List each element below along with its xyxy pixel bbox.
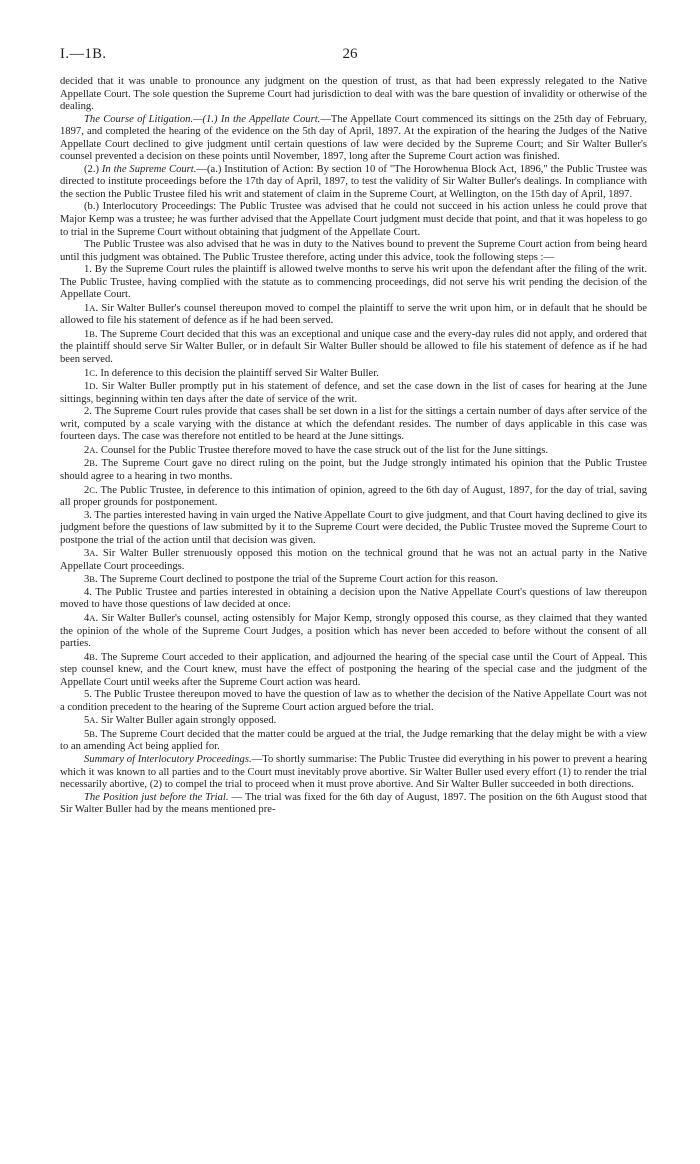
paragraph: 5B. The Supreme Court decided that the matter could be argued at the trial, the Judge remarking that the delay might be with a view to an amending Act being applied for. bbox=[60, 728, 647, 753]
paragraph: 4B. The Supreme Court acceded to their application, and adjourned the hearing of the special case until the Court of Appeal. This step counsel knew, and the Court knew, must have the effect of postponing the hearing of the special case and the judgment of the Appellate Court until weeks after the Supreme Court action was heard. bbox=[60, 651, 647, 688]
paragraph: 1. By the Supreme Court rules the plaintiff is allowed twelve months to serve his writ upon the defendant after the filing of the writ. The Public Trustee, having complied with the statute as to commencing proceedings, did not serve his writ pending the decision of the Appellate Court. bbox=[60, 264, 647, 301]
paragraph: Summary of Interlocutory Proceedings.—To shortly summarise: The Public Trustee did everything in his power to prevent a hearing which it was known to all parties and to the Court must inevitably prove abortive. Sir Walter Buller used every effort (1) to render the trial necessarily abortive, (2) to compel the trial to proceed when it must prove abortive. And Sir Walter Buller succeeded in both directions. bbox=[60, 753, 647, 791]
paragraph: The Position just before the Trial. — The trial was fixed for the 6th day of August, 1897. The position on the 6th August stood that Sir Walter Buller had by the means mentioned pre- bbox=[60, 791, 647, 816]
paragraph: (b.) Interlocutory Proceedings: The Public Trustee was advised that he could not succeed in his action unless he could prove that Major Kemp was a trustee; he was further advised that the Appellate Court judgment must decide that point, and that it was hopeless to go to trial in the Supreme Court without obtaining that judgment of the Appellate Court. bbox=[60, 201, 647, 238]
section-heading: The Position just before the Trial. bbox=[84, 791, 229, 803]
paragraph: 1A. Sir Walter Buller's counsel thereupon moved to compel the plaintiff to serve the writ upon him, or in default that he should be allowed to file his statement of defence as if he had been served. bbox=[60, 302, 647, 327]
paragraph: (2.) In the Supreme Court.—(a.) Institution of Action: By section 10 of "The Horowhenua Block Act, 1896," the Public Trustee was directed to institute proceedings before the 17th day of April, 1897, to test the validity of Sir Walter Buller's dealings. In compliance with the section the Public Trustee filed his writ and statement of claim in the Supreme Court, at Wellington, on the 15th day of April, 1897. bbox=[60, 163, 647, 200]
paragraph: 2. The Supreme Court rules provide that cases shall be set down in a list for the sittings a certain number of days after service of the writ, computed by a scale varying with the distance at which the defendant resides. The number of days applicable in this case was fourteen days. The case was therefore not entitled to be heard at the June sittings. bbox=[60, 406, 647, 443]
paragraph: 4. The Public Trustee and parties interested in obtaining a decision upon the Native Appellate Court's questions of law thereupon moved to have those questions of law decided at once. bbox=[60, 586, 647, 611]
paragraph: 2B. The Supreme Court gave no direct ruling on the point, but the Judge strongly intimated his opinion that the Public Trustee should agree to a hearing in two months. bbox=[60, 458, 647, 482]
paragraph: 3B. The Supreme Court declined to postpone the trial of the Supreme Court action for this reason. bbox=[84, 574, 498, 586]
paragraph: The Course of Litigation.—(1.) In the Appellate Court.—The Appellate Court commenced its sittings on the 25th day of February, 1897, and completed the hearing of the evidence on the 5th day of April, 1897. At the expiration of the hearing the Judges of the Native Appellate Court declined to give judgment until certain questions of law were decided by the Supreme Court; and Sir Walter Buller's counsel prevented a decision on these points until November, 1897, long after the Supreme Court action was finished. bbox=[60, 113, 647, 163]
body-text bbox=[60, 76, 647, 817]
paragraph: The Public Trustee was also advised that he was in duty to the Natives bound to prevent the Supreme Court action from being heard until this judgment was obtained. The Public Trustee therefore, acting under this advice, took the following steps :— bbox=[60, 239, 647, 263]
page-number: 26 bbox=[342, 46, 358, 62]
paragraph: 3A. Sir Walter Buller strenuously opposed this motion on the technical ground that he was not an actual party in the Native Appellate Court proceedings. bbox=[60, 548, 647, 572]
paragraph: 2C. The Public Trustee, in deference to this intimation of opinion, agreed to the 6th day of August, 1897, for the day of trial, saving all proper grounds for postponement. bbox=[60, 484, 647, 509]
paragraph: 1D. Sir Walter Buller promptly put in his statement of defence, and set the case down in the list of cases for hearing at the June sittings, beginning within ten days after the date of service of the writ. bbox=[60, 381, 647, 405]
document-reference: I.—1B. bbox=[60, 46, 107, 62]
section-heading: The Course of Litigation.—(1.) In the Appellate Court. bbox=[84, 113, 321, 125]
paragraph: 4A. Sir Walter Buller's counsel, acting ostensibly for Major Kemp, strongly opposed this course, as they claimed that they wanted the opinion of the whole of the Supreme Court Judges, a position which has never been acceded to before without the consent of all parties. bbox=[60, 612, 647, 650]
paragraph: 1B. The Supreme Court decided that this was an exceptional and unique case and the every-day rules did not apply, and ordered that the plaintiff should serve Sir Walter Buller, or in default Sir Walter Buller should be allowed to file his statement of defence as if he had been served. bbox=[60, 328, 647, 366]
section-heading: Summary of Interlocutory Proceedings. bbox=[84, 753, 252, 765]
paragraph: 1C. In deference to this decision the plaintiff served Sir Walter Buller. bbox=[84, 367, 379, 379]
paragraph: 2A. Counsel for the Public Trustee therefore moved to have the case struck out of the list for the June sittings. bbox=[84, 444, 549, 456]
paragraph: 5A. Sir Walter Buller again strongly opposed. bbox=[84, 715, 277, 727]
paragraph: decided that it was unable to pronounce any judgment on the question of trust, as that had been expressly relegated to the Native Appellate Court. The sole question the Supreme Court had jurisdiction to deal with was the bare question of invalidity or otherwise of the dealing. bbox=[60, 76, 647, 113]
paragraph: 5. The Public Trustee thereupon moved to have the question of law as to whether the decision of the Native Appellate Court was not a condition precedent to the hearing of the Supreme Court action argued before the trial. bbox=[60, 689, 647, 713]
paragraph: 3. The parties interested having in vain urged the Native Appellate Court to give judgment, and that Court having declined to give its judgment before the questions of law submitted by it to the Supreme Court were decided, the Public Trustee moved the Supreme Court to postpone the trial of the action until that decision was given. bbox=[60, 509, 647, 546]
section-heading: In the Supreme Court. bbox=[101, 163, 197, 175]
page-header bbox=[60, 46, 640, 66]
